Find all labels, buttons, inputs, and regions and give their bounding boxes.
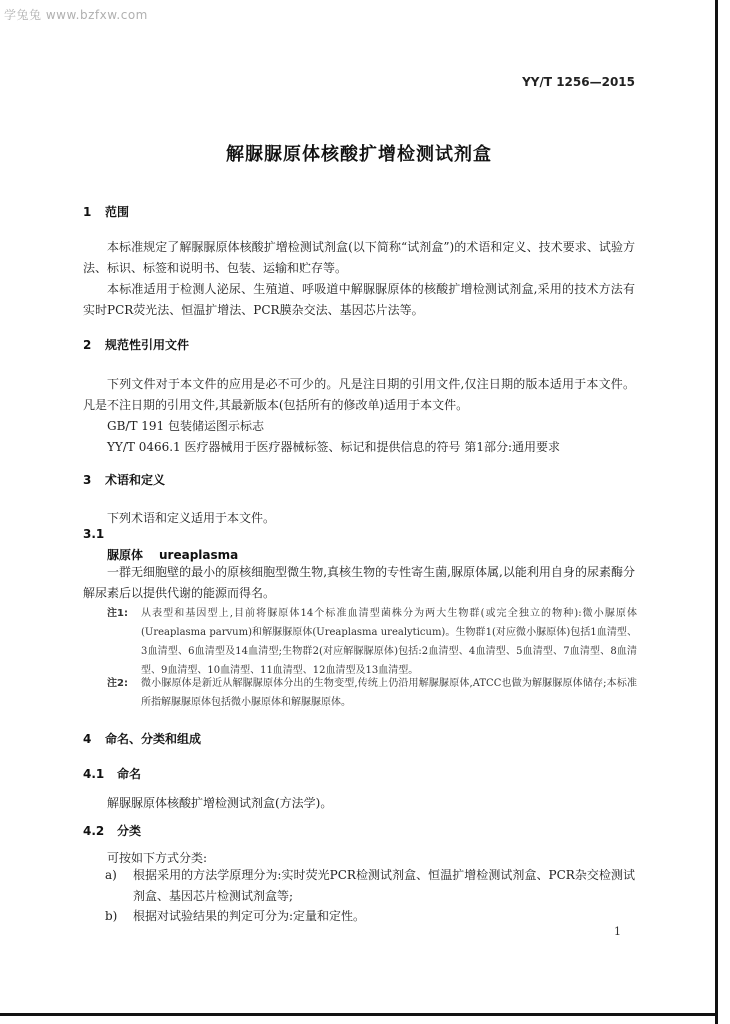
section-4-title: 命名、分类和组成 xyxy=(105,732,202,746)
list-item-a-marker: a) xyxy=(105,868,117,882)
section-3-title: 术语和定义 xyxy=(105,473,166,487)
subsection-4-2-title: 分类 xyxy=(117,824,142,838)
section-3-number: 3 xyxy=(83,473,92,487)
list-item-b-marker: b) xyxy=(105,909,118,923)
term-entry xyxy=(107,546,238,563)
section-4-number: 4 xyxy=(83,732,92,746)
list-item-a-text: 根据采用的方法学原理分为:实时荧光PCR检测试剂盒、恒温扩增检测试剂盒、PCR杂交检测试剂盒、基因芯片检测试剂盒等; xyxy=(133,868,635,903)
note-2-label: 注2: xyxy=(107,678,128,689)
subsection-4-2-heading xyxy=(83,822,141,839)
section-2-number: 2 xyxy=(83,338,92,352)
list-item-b-text: 根据对试验结果的判定可分为:定量和定性。 xyxy=(133,909,366,923)
section-2-paragraph-1: 下列文件对于本文件的应用是必不可少的。凡是注日期的引用文件,仅注日期的版本适用于本文件。凡是不注日期的引用文件,其最新版本(包括所有的修改单)适用于本文件。 xyxy=(83,377,635,412)
watermark: 学兔兔 www.bzfxw.com xyxy=(4,8,148,22)
reference-yyt-0466-1: YY/T 0466.1 医疗器械用于医疗器械标签、标记和提供信息的符号 第1部分:通用要求 xyxy=(107,440,561,454)
reference-gbt-191: GB/T 191 包装储运图示标志 xyxy=(107,419,264,433)
note-2 xyxy=(107,674,637,712)
term-definition: 一群无细胞壁的最小的原核细胞型微生物,真核生物的专性寄生菌,脲原体属,以能利用自身的尿素酶分解尿素后以提供代谢的能源而得名。 xyxy=(83,565,635,600)
note-1-text: 从表型和基因型上,目前将脲原体14个标准血清型菌株分为两大生物群(或完全独立的物种):微小脲原体(Ureaplasma parvum)和解脲脲原体(Ureaplasma urealyticum)。生物群1(对应微小脲原体)包括1血清型、3血清型、6血清型及14血清型;生物群2(对应解脲脲原体)包括:2血清型、4血清型、5血清型、7血清型、8血清型、9血清型、10血清型、11血清型、12血清型及13血清型。 xyxy=(141,608,637,676)
list-item-b xyxy=(83,906,635,927)
subsection-4-2-intro: 可按如下方式分类: xyxy=(107,851,208,865)
subsection-3-1-number: 3.1 xyxy=(83,527,105,541)
section-1-heading xyxy=(83,203,129,220)
section-4-heading xyxy=(83,730,201,747)
note-1-label: 注1: xyxy=(107,608,128,619)
section-1-paragraph-2: 本标准适用于检测人泌尿、生殖道、呼吸道中解脲脲原体的核酸扩增检测试剂盒,采用的技术方法有实时PCR荧光法、恒温扩增法、PCR膜杂交法、基因芯片法等。 xyxy=(83,282,635,317)
subsection-4-1-title: 命名 xyxy=(117,767,142,781)
section-3-intro: 下列术语和定义适用于本文件。 xyxy=(107,511,276,525)
section-1-number: 1 xyxy=(83,205,92,219)
subsection-4-1-number: 4.1 xyxy=(83,767,105,781)
subsection-4-1-text: 解脲脲原体核酸扩增检测试剂盒(方法学)。 xyxy=(107,796,333,810)
section-3-heading xyxy=(83,471,165,488)
note-2-text: 微小脲原体是新近从解脲脲原体分出的生物变型,传统上仍沿用解脲脲原体,ATCC也做为解脲脲原体储存;本标准所指解脲脲原体包括微小脲原体和解脲脲原体。 xyxy=(141,678,637,708)
note-1 xyxy=(107,604,637,680)
section-2-title: 规范性引用文件 xyxy=(105,338,190,352)
document-number: YY/T 1256—2015 xyxy=(522,75,635,89)
section-1-paragraph-1: 本标准规定了解脲脲原体核酸扩增检测试剂盒(以下简称“试剂盒”)的术语和定义、技术要求、试验方法、标识、标签和说明书、包装、运输和贮存等。 xyxy=(83,240,635,275)
document-title: 解脲脲原体核酸扩增检测试剂盒 xyxy=(226,144,492,165)
section-2-heading xyxy=(83,336,189,353)
term-chinese: 脲原体 xyxy=(107,548,144,562)
term-english: ureaplasma xyxy=(159,548,239,562)
subsection-4-2-number: 4.2 xyxy=(83,824,105,838)
list-item-a xyxy=(83,865,635,907)
subsection-4-1-heading xyxy=(83,765,141,782)
section-1-title: 范围 xyxy=(105,205,130,219)
page-edge-bottom xyxy=(0,1013,718,1016)
page-number: 1 xyxy=(614,925,621,938)
